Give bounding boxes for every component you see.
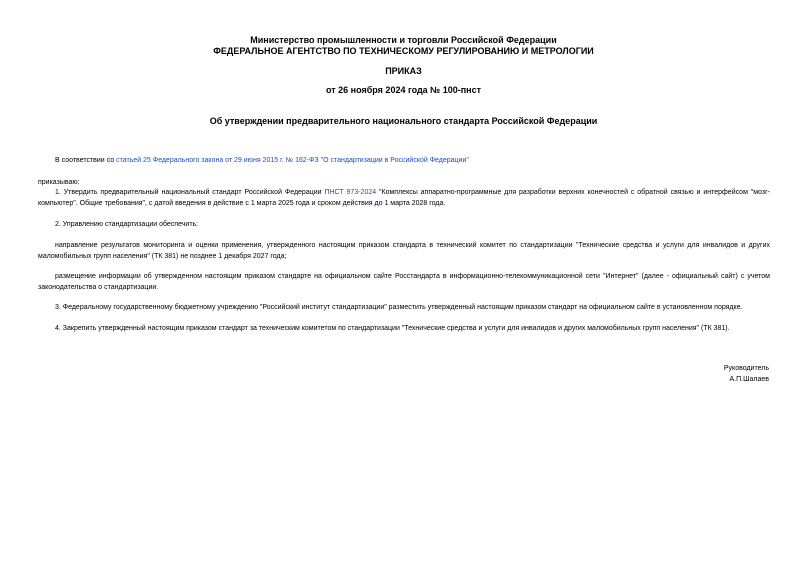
law-link[interactable]: статьей 25 Федерального закона от 29 июня 2015 г. № 162-ФЗ "О стандартизации в Российской Федерации" xyxy=(116,157,469,164)
item-2-b: размещение информации об утвержденном настоящим приказом стандарте на официальном сайте Росстандарта в информационно-телекоммуникационной сети "Интернет" (далее - официальный сайт) с учетом законодательства о стандартизации. xyxy=(38,273,770,291)
item-2: 2. Управлению стандартизации обеспечить: xyxy=(55,221,199,228)
intro-text: В соответствии со xyxy=(55,157,117,164)
item-2-a: направление результатов мониторинга и оценки применения, утвержденного настоящим приказом стандарта в технический комитет по стандартизации "Технические средства и услуги для инвалидов и других маломобильных групп населения" (ТК 381) не позднее 1 декабря 2027 года; xyxy=(38,242,770,260)
item-1-prefix: 1. Утвердить предварительный национальный стандарт Российской Федерации xyxy=(55,189,325,196)
document-title: Об утверждении предварительного национального стандарта Российской Федерации xyxy=(209,116,598,126)
signature-name: А.П.Шалаев xyxy=(729,376,769,383)
item-3: 3. Федеральному государственному бюджетному учреждению "Российский институт стандартизации" разместить утвержденный настоящим приказом стандарт на официальном сайте в установленном порядке. xyxy=(55,304,743,311)
order-word: приказываю: xyxy=(38,179,80,186)
intro-paragraph xyxy=(38,155,770,166)
item-1-suffix: "Комплексы аппаратно-программные для разработки верхних конечностей с обратной связью и интерфейсом "мозг-компьютер". Общие требования", с датой введения в действие с 1 марта 2025 года и сроком действия до 1 марта 2028 года. xyxy=(38,189,770,207)
item-1 xyxy=(38,187,770,209)
ministry-name: Министерство промышленности и торговли Российской Федерации xyxy=(250,35,557,45)
document-date-number: от 26 ноября 2024 года № 100-пнст xyxy=(325,85,482,95)
item-4: 4. Закрепить утвержденный настоящим приказом стандарт за техническим комитетом по стандартизации "Технические средства и услуги для инвалидов и других маломобильных групп населения" (ТК 381). xyxy=(55,325,730,332)
agency-name: ФЕДЕРАЛЬНОЕ АГЕНТСТВО ПО ТЕХНИЧЕСКОМУ РЕГУЛИРОВАНИЮ И МЕТРОЛОГИИ xyxy=(213,46,594,56)
document-type: ПРИКАЗ xyxy=(385,66,422,76)
standard-link[interactable]: ПНСТ 973-2024 xyxy=(324,189,377,196)
signature-role: Руководитель xyxy=(723,365,769,372)
